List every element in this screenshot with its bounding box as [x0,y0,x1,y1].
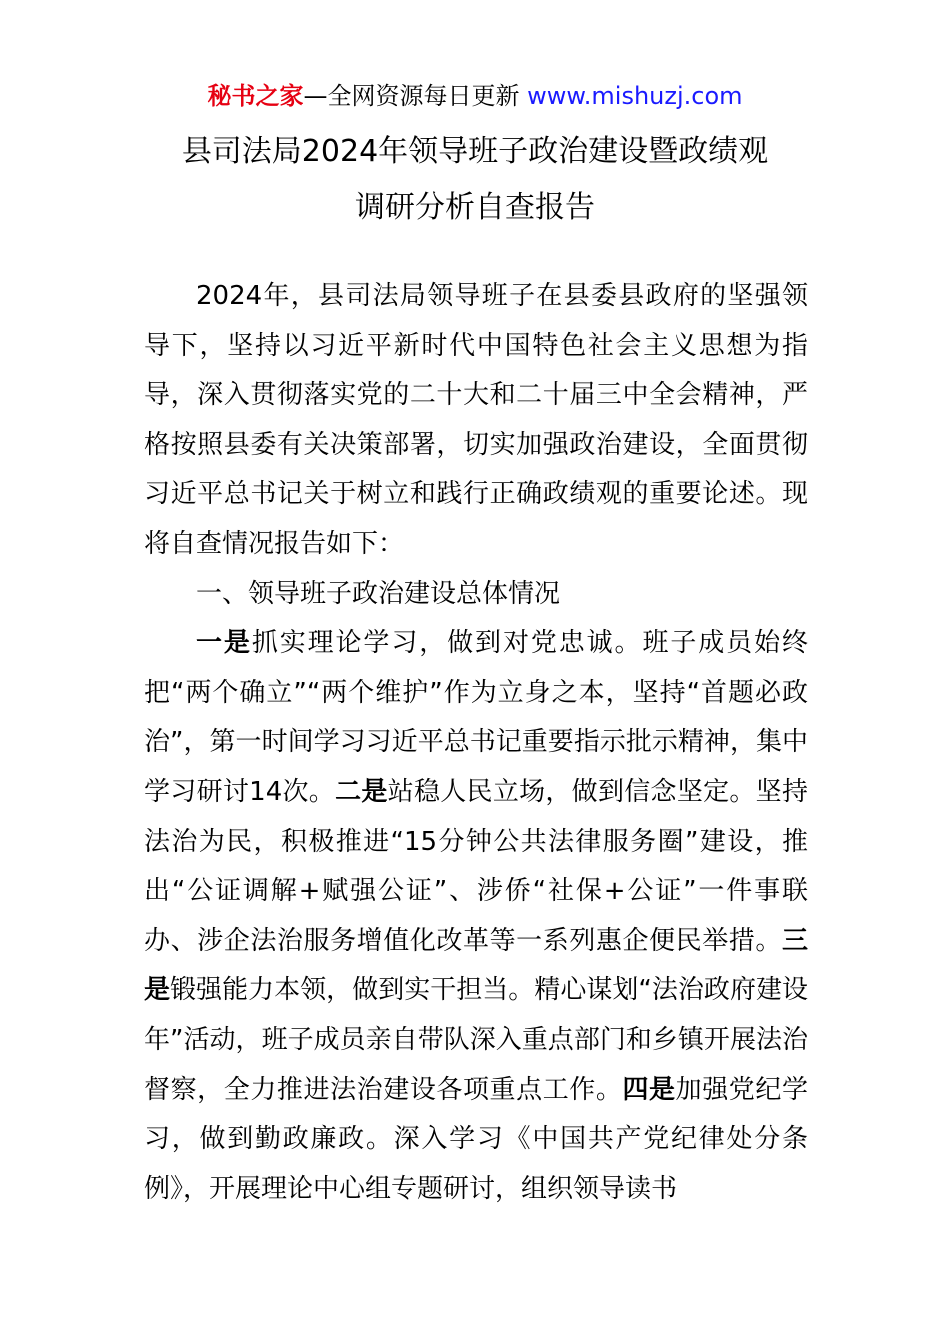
point-label: 一是 [196,628,252,659]
point-label: 四是 [622,1074,676,1105]
site-url-link[interactable]: www.mishuzj.com [527,82,743,110]
point-text: 抓实理论学习，做到对党忠诚。班子成员始终把“两个确立”“两个维护”作为立身之本，坚持“首题必政治”，第一时间学习习近平总书记重要指示批示精神，集中学习研讨14次。 [144,628,808,807]
intro-paragraph: 2024年，县司法局领导班子在县委县政府的坚强领导下，坚持以习近平新时代中国特色社会主义思想为指导，深入贯彻落实党的二十大和二十届三中全会精神，严格按照县委有关决策部署，切实加强政治建设，全面贯彻习近平总书记关于树立和践行正确政绩观的重要论述。现将自查情况报告如下： [144,281,808,559]
point-text: 加强党纪学习，做到勤政廉政。深入学习《中国共产党纪律处分条例》，开展理论中心组专题研讨，组织领导读书 [144,1074,808,1204]
title-line-2: 调研分析自查报告 [355,190,595,225]
section-paragraph [144,619,808,1214]
brand-name: 秘书之家 [207,82,304,110]
point-text: 站稳人民立场，做到信念坚定。坚持法治为民，积极推进“15分钟公共法律服务圈”建设，推出“公证调解+赋强公证”、涉侨“社保+公证”一件事联办、涉企法治服务增值化改革等一系列惠企便民举措。 [144,776,808,956]
point-text: 锻强能力本领，做到实干担当。精心谋划“法治政府建设年”活动，班子成员亲自带队深入重点部门和乡镇开展法治督察，全力推进法治建设各项重点工作。 [144,975,808,1105]
document-title [0,124,950,236]
title-line-1: 县司法局2024年领导班子政治建设暨政绩观 [181,134,769,169]
header-tagline: —全网资源每日更新 [303,82,528,110]
site-header [0,80,950,112]
document-body [144,272,808,1214]
section-heading: 一、领导班子政治建设总体情况 [196,578,561,609]
point-label: 二是 [335,776,388,807]
point-label: 三是 [144,925,808,1006]
